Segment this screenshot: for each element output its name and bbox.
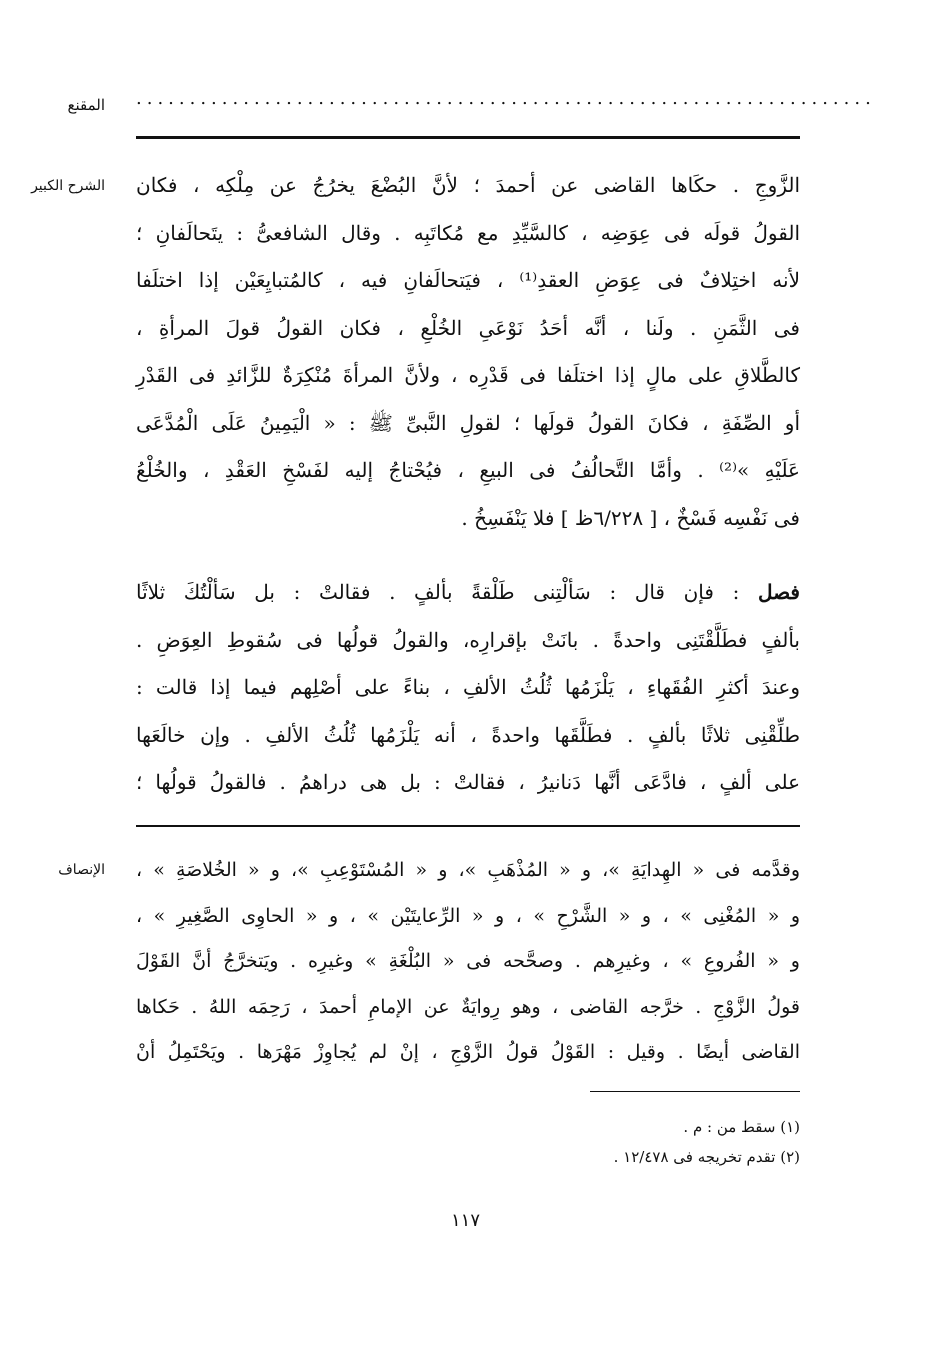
text-line: القاضى أيضًا . وقيل : القَوْلُ قولُ الزَّوْجِ ، إنْ لم يُجاوِزْ مَهْرَها . ويَحْتَمِلُ أنْ: [136, 1041, 800, 1063]
fasl-heading: فصل: [757, 580, 800, 604]
text-line: كالطَّلاقِ على مالٍ إذا اختلَفا فى قَدْرِه ، ولأنَّ المرأةَ مُنْكِرَةٌ للزَّائدِ فى القَدْرِ: [136, 363, 800, 387]
page-number: ١١٧: [450, 1210, 480, 1231]
footnote-rule: [590, 1091, 800, 1092]
text-line: بألفٍ فطَلَّقْتَنِى واحدةً . بانَتْ بإقرارِه، والقولُ قولُها فى سُقوطِ العِوَضِ .: [136, 627, 800, 652]
text-line: الزَّوجِ . حكَاها القاضى عن أحمدَ ؛ لأنَّ البُضْعَ يخرُجُ عن مِلْكِه ، فكان: [136, 173, 800, 197]
text-line: لأنه اختِلافٌ فى عِوَضِ العقدِ⁽¹⁾ ، فيَتحالَفانِ فيه ، كالمُتبايِعَيْن إذا اختلَفا: [136, 268, 800, 292]
book-title-header: المقنع: [67, 96, 105, 114]
footnote-2: (٢) تقدم تخريجه فى ١٢/٤٧٨ .: [613, 1148, 800, 1166]
text-line: [136, 569, 800, 617]
text-line: و « الفُروعِ » ، وغيرِهم . وصحَّحه فى « البُلْغَةِ » وغيرِه . ويَتخرَّجُ أنَّ القَوْلَ: [136, 950, 800, 972]
text-line: طلِّقْنِى ثلاثًا بألفٍ . فطَلَّقَها واحدةً ، أنه يَلْزَمُها ثُلُثُ الألفِ . وإن خالَعَها: [136, 722, 800, 747]
text-line: قولُ الزَّوْجِ . خرَّجه القاضى ، وهو رِوايَةٌ عن الإمامِ أحمدَ ، رَحِمَه اللهُ . حَكاها: [136, 995, 800, 1018]
sharh-paragraph: [136, 162, 800, 542]
text-line: فى نَفْسِه فَسْخٌ ، [ ٦/٢٢٨ظ ] فلا يَنْفَسِخُ .: [461, 505, 800, 530]
margin-label-insaf: الإنصاف: [58, 862, 105, 878]
text-line: وعندَ أكثرِ الفُقَهاءِ ، يَلْزَمُها ثُلُثُ الألفِ ، بناءً على أصْلِهم فيما إذا قالت :: [136, 675, 800, 699]
text-line: و « المُغْنِى » ، و « الشَّرْحِ » ، و « الرِّعايتَيْن » ، و « الحاوِى الصَّغِيرِ » ،: [136, 904, 800, 927]
text-line: عَلَيْهِ »⁽²⁾ . وأمَّا التَّحالُفُ فى البيعِ ، فيُحْتاجُ إليه لفَسْخِ العَقْدِ ، والخُلْعُ: [136, 458, 800, 482]
margin-label-sharh: الشرح الكبير: [31, 178, 105, 194]
fasl-first-line: : فإن قال : سَألْتِنى طَلْقةً بألفٍ . فقالتْ : بل سَألْتُكَ ثلاثًا: [136, 580, 740, 604]
header-dotted-leader: .....................................................................: [136, 88, 876, 109]
fasl-paragraph: [136, 569, 800, 807]
text-line: وقدَّمه فى « الهِدايَةِ »، و « المُذْهَبِ »، و « المُسْتَوْعِبِ »، و « الخُلاصَةِ » ،: [136, 859, 800, 881]
text-line: على ألفٍ ، فادَّعَى أنَّها دَنانيرُ ، فقالتْ : بل هى دراهمُ . فالقولُ قولُها ؛: [136, 770, 800, 794]
text-line: أو الصِّفَةِ ، فكانَ القولُ قولَها ؛ لقولِ النَّبىِّ ﷺ : « الْيَمِينُ عَلَى الْمُدَّعَى: [136, 410, 800, 435]
text-line: القولُ قولَه فى عِوَضِه ، كالسَّيِّدِ مع مُكاتَبِه . وقال الشافعىُّ : يتَحالَفانِ ؛: [136, 220, 800, 245]
insaf-paragraph: [136, 848, 800, 1076]
section-divider: [136, 825, 800, 827]
footnote-1: (١) سقط من : م .: [683, 1118, 800, 1136]
text-line: فى الثَّمَنِ . ولَنا ، أنَّه أحَدُ نَوْعَىِ الخُلْعِ ، فكان القولُ قولَ المرأةِ ،: [136, 315, 800, 340]
header-rule: [136, 136, 800, 139]
